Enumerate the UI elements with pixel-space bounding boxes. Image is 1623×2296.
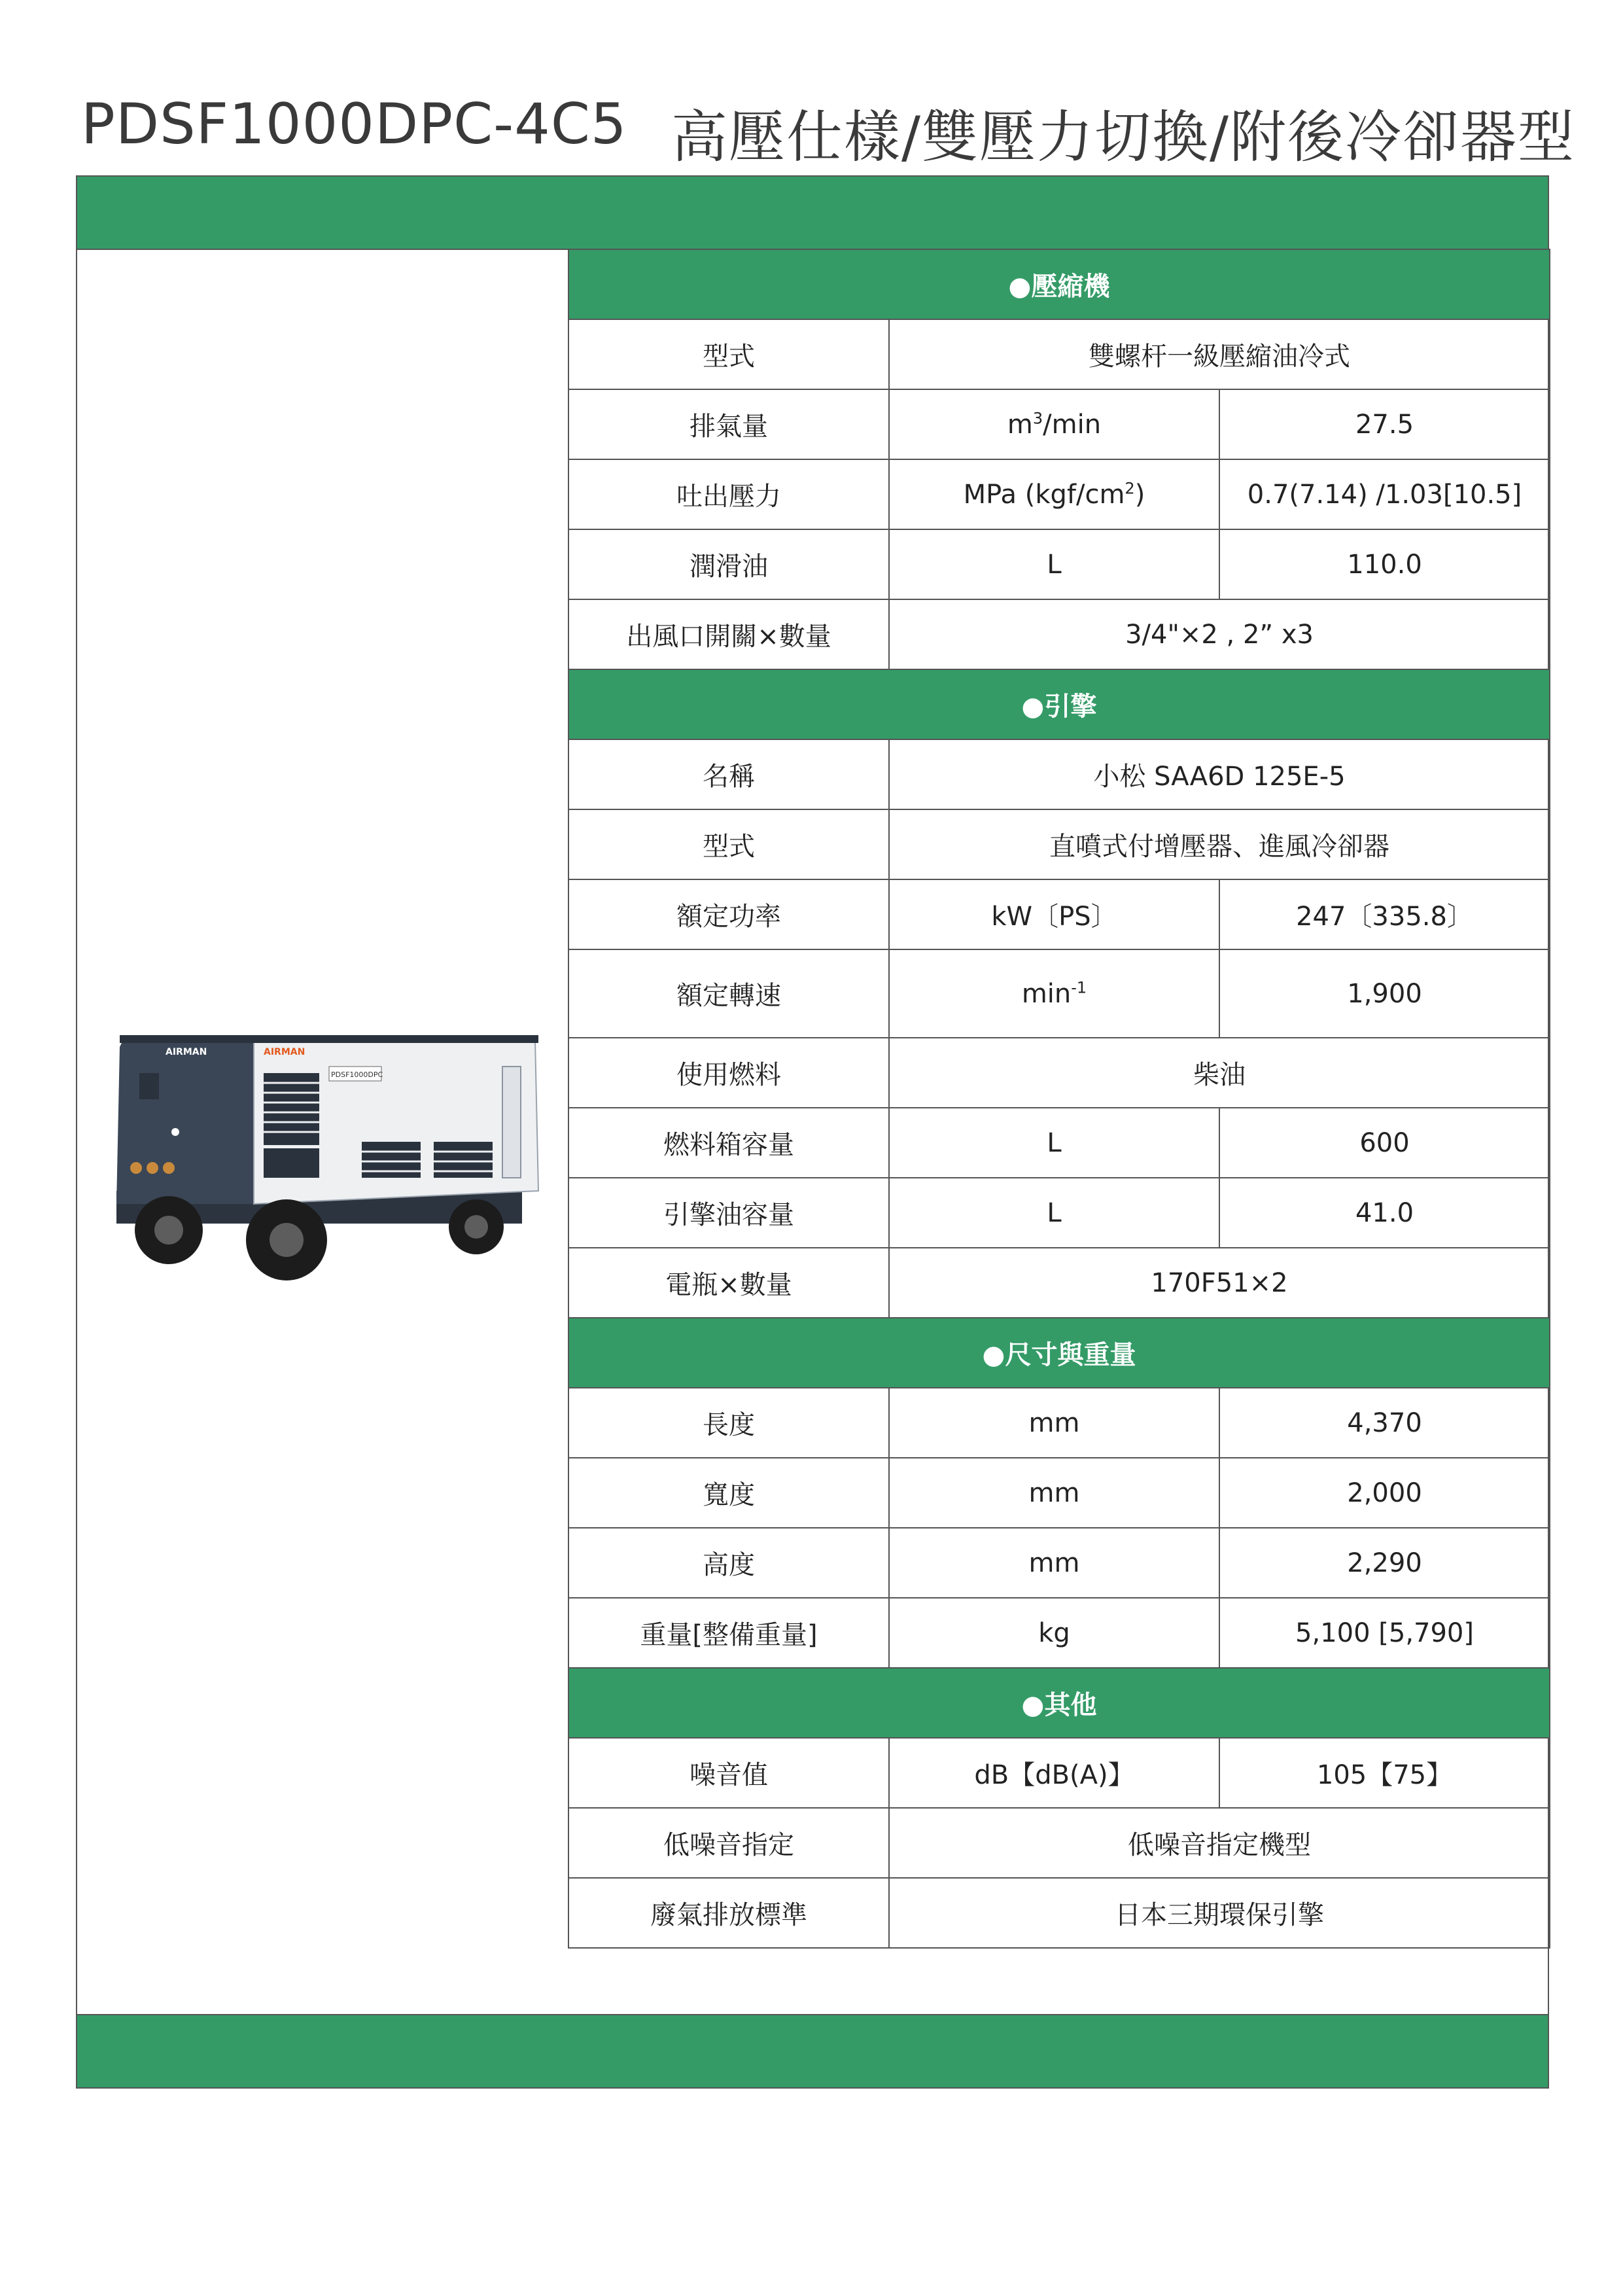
model-number: PDSF1000DPC-4C5 xyxy=(81,92,627,157)
brand-label-right: AIRMAN xyxy=(264,1047,305,1057)
table-row: 吐出壓力 MPa $(kgf/cm^2)$ 0.7(7.14) /1.03[10.5] xyxy=(568,459,1550,529)
unit-cell: MPa $(kgf/cm^2)$ xyxy=(889,459,1219,529)
table-row: 重量[整備重量] kg 5,100 [5,790] xyxy=(568,1598,1550,1668)
table-row: 型式 直噴式付增壓器、進風冷卻器 xyxy=(568,809,1550,879)
table-row: 使用燃料 柴油 xyxy=(568,1038,1550,1108)
top-green-band xyxy=(77,177,1548,250)
control-panel-shape xyxy=(139,1073,159,1099)
spec-sheet-frame xyxy=(76,175,1549,2089)
compressor-photo xyxy=(103,995,561,1289)
unit-cell: $m^3/\min$ xyxy=(889,389,1219,459)
outlet-valves xyxy=(130,1162,175,1174)
section-header-compressor: ●壓縮機 xyxy=(568,249,1550,319)
table-row: 引擎油容量 L 41.0 xyxy=(568,1178,1550,1248)
page-title xyxy=(81,92,1575,177)
left-housing-shape xyxy=(116,1040,254,1204)
section-header-dimensions: ●尺寸與重量 xyxy=(568,1318,1550,1388)
table-row: 廢氣排放標準 日本三期環保引擎 xyxy=(568,1878,1550,1948)
indicator-shape xyxy=(171,1128,179,1136)
table-row: 低噪音指定 低噪音指定機型 xyxy=(568,1808,1550,1878)
table-row: 額定功率 kW〔PS〕 247〔335.8〕 xyxy=(568,879,1550,949)
table-row: 噪音值 dB【dB(A)】 105【75】 xyxy=(568,1738,1550,1808)
table-row: 寬度 mm 2,000 xyxy=(568,1458,1550,1528)
spec-table xyxy=(568,249,1550,1949)
table-row: 燃料箱容量 L 600 xyxy=(568,1108,1550,1178)
section-header-other: ●其他 xyxy=(568,1668,1550,1738)
table-row: 電瓶×數量 170F51×2 xyxy=(568,1248,1550,1318)
model-description: 高壓仕樣/雙壓力切換/附後冷卻器型 xyxy=(671,105,1575,170)
bottom-green-band xyxy=(77,2014,1548,2087)
table-row: 額定轉速 $\min^{-1}$ 1,900 xyxy=(568,949,1550,1038)
table-row: 高度 mm 2,290 xyxy=(568,1528,1550,1598)
brand-label-left: AIRMAN xyxy=(166,1047,207,1057)
table-row: 排氣量 $m^3/\min$ 27.5 xyxy=(568,389,1550,459)
unit-cell: $\min^{-1}$ xyxy=(889,949,1219,1038)
model-plate-text: PDSF1000DPC xyxy=(331,1070,383,1079)
table-row: 型式 雙螺杆一級壓縮油冷式 xyxy=(568,319,1550,389)
table-row: 長度 mm 4,370 xyxy=(568,1388,1550,1458)
side-ladder-shape xyxy=(502,1067,521,1178)
table-row: 出風口開關×數量 3/4"×2 , 2” x3 xyxy=(568,599,1550,669)
roof-shape xyxy=(120,1035,538,1043)
section-header-engine: ●引擎 xyxy=(568,669,1550,739)
table-row: 潤滑油 L 110.0 xyxy=(568,529,1550,599)
table-row: 名稱 小松 SAA6D 125E-5 xyxy=(568,739,1550,809)
